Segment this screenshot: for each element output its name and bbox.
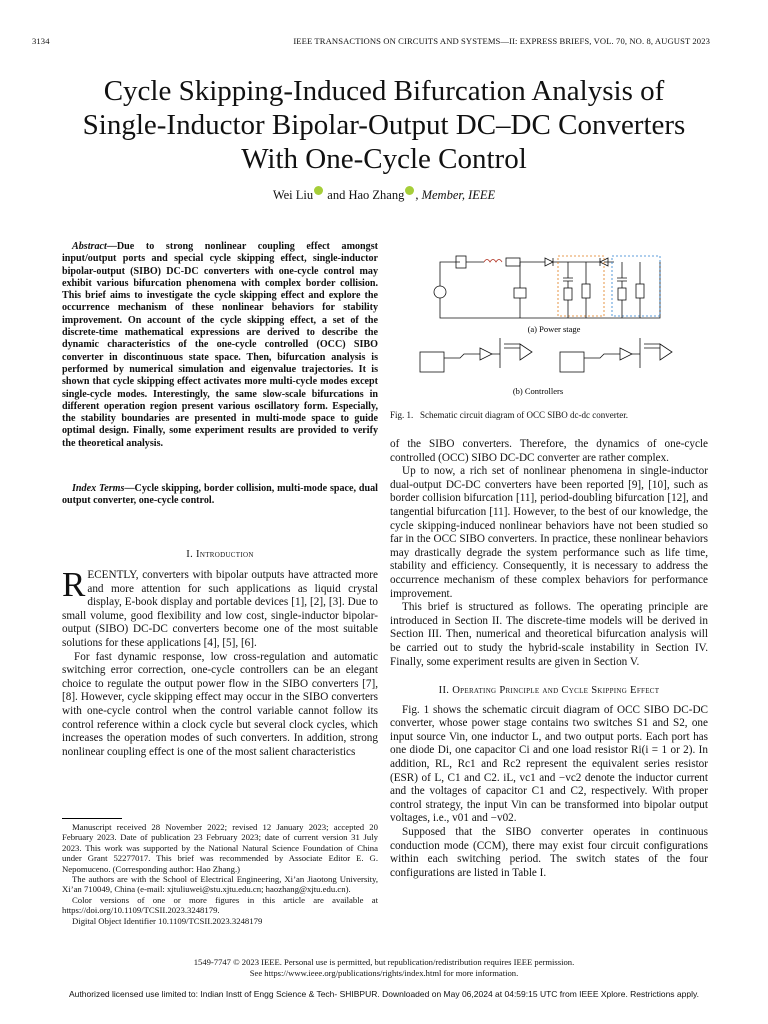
footnote-doi: Digital Object Identifier 10.1109/TCSII.2023.3248179 bbox=[72, 915, 263, 926]
author-1: Wei Liu bbox=[272, 188, 314, 202]
voltage-source-icon bbox=[434, 286, 446, 298]
footnote-affiliation: The authors are with the School of Electrical Engineering, Xi’an Jiaotong University, Xi’an 710049, China (e-mail: xjtuliuwei@stu.xjtu.edu.cn; haozhang@xjtu.edu.cn). bbox=[62, 874, 378, 895]
capacitor-c1-icon bbox=[563, 262, 573, 288]
port1-box bbox=[558, 256, 604, 316]
comparator-1-icon bbox=[444, 348, 492, 360]
figure-caption bbox=[390, 410, 628, 420]
integrator-2-icon bbox=[632, 338, 672, 368]
journal-name: IEEE TRANSACTIONS ON CIRCUITS AND SYSTEMS—II: EXPRESS BRIEFS, VOL. 70, NO. 8, AUGUST 2023 bbox=[293, 36, 710, 46]
section-heading-operating-principle: II. Operating Principle and Cycle Skipping Effect bbox=[438, 685, 660, 697]
copyright-line-2: See https://www.ieee.org/publications/rights/index.html for more information. bbox=[249, 968, 519, 978]
resistor-r2-icon bbox=[636, 284, 644, 298]
right-column-body bbox=[390, 438, 708, 880]
resistor-rl-icon bbox=[506, 258, 520, 266]
orcid-icon[interactable] bbox=[314, 186, 323, 195]
intro-paragraph-1: RECENTLY, converters with bipolar outputs have attracted more and more attention for such applications as liquid crystal display, E-book display and portable devices [1], [2], [3]. Due to small volume, good flexibility and low cost, single-inductor bipolar-output (SIBO) DC-DC converters become one of the most suitable solutions for these applications [4], [5], [6]. bbox=[62, 565, 378, 649]
paragraph-structure: This brief is structured as follows. The operating principle are introduced in Section II. The discrete-time models will be derived in Section III. Then, numerical and theoretical bifurcation analysis will be carried out to study the hybrid-scale instability in Section IV. Finally, some experiment results are given in Section V. bbox=[390, 601, 708, 668]
figure-1-diagram bbox=[400, 248, 696, 400]
author-2: and Hao Zhang bbox=[327, 188, 405, 202]
figure-caption-text: Schematic circuit diagram of OCC SIBO dc-dc converter. bbox=[420, 410, 628, 420]
flipflop-1-icon bbox=[420, 352, 444, 372]
subfigure-a-label: (a) Power stage bbox=[527, 324, 581, 334]
diode-d1-icon bbox=[545, 258, 553, 266]
footnote-rule bbox=[62, 818, 378, 819]
index-terms bbox=[62, 483, 378, 508]
authorized-use-notice: Authorized licensed use limited to: Indian Instt of Engg Science & Tech- SHIBPUR. Downloaded on May 06,2024 at 04:59:15 UTC from IEEE Xplore. Restrictions apply. bbox=[69, 989, 699, 999]
footnote-color: Color versions of one or more figures in this article are available at https://doi.org/10.1109/TCSII.2023.3248179. bbox=[62, 894, 378, 916]
footnotes bbox=[62, 822, 378, 926]
footnote-manuscript: Manuscript received 28 November 2022; revised 12 January 2023; accepted 20 February 2023. Date of publication 23 February 2023; date of current version 31 July 2023. This work was supported by the National Natural Science Foundation of China under Grant 52277017. This brief was recommended by Associate Editor E. G. Nepomuceno. (Corresponding author: Hao Zhang.) bbox=[62, 822, 378, 874]
inductor-icon bbox=[484, 260, 502, 263]
index-terms-text: —Cycle skipping, border collision, multi-mode space, dual output converter, one-cycle control. bbox=[62, 483, 378, 507]
author-line bbox=[70, 186, 698, 203]
figure-caption-label: Fig. 1. bbox=[390, 410, 414, 420]
paragraph-related-work: Up to now, a rich set of nonlinear phenomena in single-inductor dual-output DC-DC converters have been reported [9], [10], such as border collision bifurcation [11], period-doubling bifurcation [12], and tangential bifurcation [11]. However, to the best of our knowledge, the cycle skipping-induced nonlinear behaviors have not been studied so far in the OCC SIBO converters. In practice, these nonlinear behaviors may drastically degrade the system performance such as life time, stability and efficiency. Consequently, it is necessary to address the occurrence mechanism of these complex behaviors for performance improvement. bbox=[390, 465, 708, 600]
section-heading-intro: I. Introduction bbox=[186, 549, 254, 560]
copyright-line-1: 1549-7747 © 2023 IEEE. Personal use is permitted, but republication/redistribution requires IEEE permission. bbox=[193, 957, 575, 967]
paragraph-fig1-description: Fig. 1 shows the schematic circuit diagram of OCC SIBO DC-DC converter, whose power stage contains two switches S1 and S2, one input source Vin, one inductor L, and two output ports. Each port has one diode Di, one capacitor Ci and one load resistor Ri(i = 1 or 2). In addition, RL, Rc1 and Rc2 represent the equivalent series resistor (ESR) of L, C1 and C2. iL, vc1 and −vc2 denote the inductor current and the voltages of capacitor C1 and C2, respectively. With proper control strategy, the input Vin can be transformed into bipolar output voltages, i.e., v01 and −v02. bbox=[390, 703, 708, 825]
page-number: 3134 bbox=[32, 36, 50, 46]
abstract bbox=[62, 241, 378, 450]
abstract-text: —Due to strong nonlinear coupling effect amongst input/output ports and special cycle skipping effect, single-inductor bipolar-output (SIBO) DC-DC converters with one-cycle control may exhibit various bifurcation phenomena with complex border collision. This brief aims to investigate the cycle skipping effect and explore the occurrence mechanism of these nonlinear behaviors for stability improvement. On account of the cycle skipping effect, a set of the discrete-time mathematical expressions are derived to describe the dynamic characteristics of the one-cycle controlled (OCC) SIBO converter in discontinuous state space. Then, bifurcation analysis is performed by numerical simulation and eigenvalue trajectories. It is shown that cycle skipping effect activates more multi-cycle modes except single-cycle modes. Interestingly, the same slow-scale bifurcations in different operation region present various oscillatory form. Especially, the stability boundaries are presented in multi-mode space to guide optimal design. Finally, some experiment results are provided to verify the theoretical analysis. bbox=[62, 241, 378, 449]
comparator-2-icon bbox=[584, 348, 632, 360]
index-terms-label: Index Terms bbox=[72, 483, 125, 494]
orcid-icon[interactable] bbox=[405, 186, 414, 195]
paragraph-ccm: Supposed that the SIBO converter operates in continuous conduction mode (CCM), there may exist four circuit configurations within each switching period. The switch states of the four configurations are listed in Table I. bbox=[390, 826, 708, 879]
switch-s2-icon bbox=[514, 288, 526, 298]
paragraph-continued: of the SIBO converters. Therefore, the dynamics of one-cycle controlled (OCC) SIBO DC-DC converter are rather complex. bbox=[390, 438, 708, 464]
abstract-label: Abstract bbox=[72, 241, 107, 252]
subfigure-b-label: (b) Controllers bbox=[512, 386, 564, 396]
drop-cap: R bbox=[62, 565, 86, 604]
paper-title: Cycle Skipping-Induced Bifurcation Analysis of Single-Inductor Bipolar-Output DC–DC Converters With One-Cycle Control bbox=[82, 75, 686, 175]
resistor-r1-icon bbox=[582, 284, 590, 298]
intro-paragraph-2: For fast dynamic response, low cross-regulation and automatic switching error correction, one-cycle controllers can be an elegant choice to regulate the output power flow in the SIBO converters [7], [8]. However, cycle skipping effect may occur in the SIBO converters with one-cycle control when the control variable cannot follow its control reference within a clock cycle but several clock cycles, which increases the operation modes of such converters. In addition, strong nonlinear coupling effect is one of the most salient characteristics bbox=[62, 650, 378, 758]
copyright-notice bbox=[100, 957, 668, 979]
integrator-1-icon bbox=[492, 338, 532, 368]
intro-body bbox=[62, 565, 378, 759]
flipflop-2-icon bbox=[560, 352, 584, 372]
author-suffix: , Member, IEEE bbox=[415, 188, 496, 202]
